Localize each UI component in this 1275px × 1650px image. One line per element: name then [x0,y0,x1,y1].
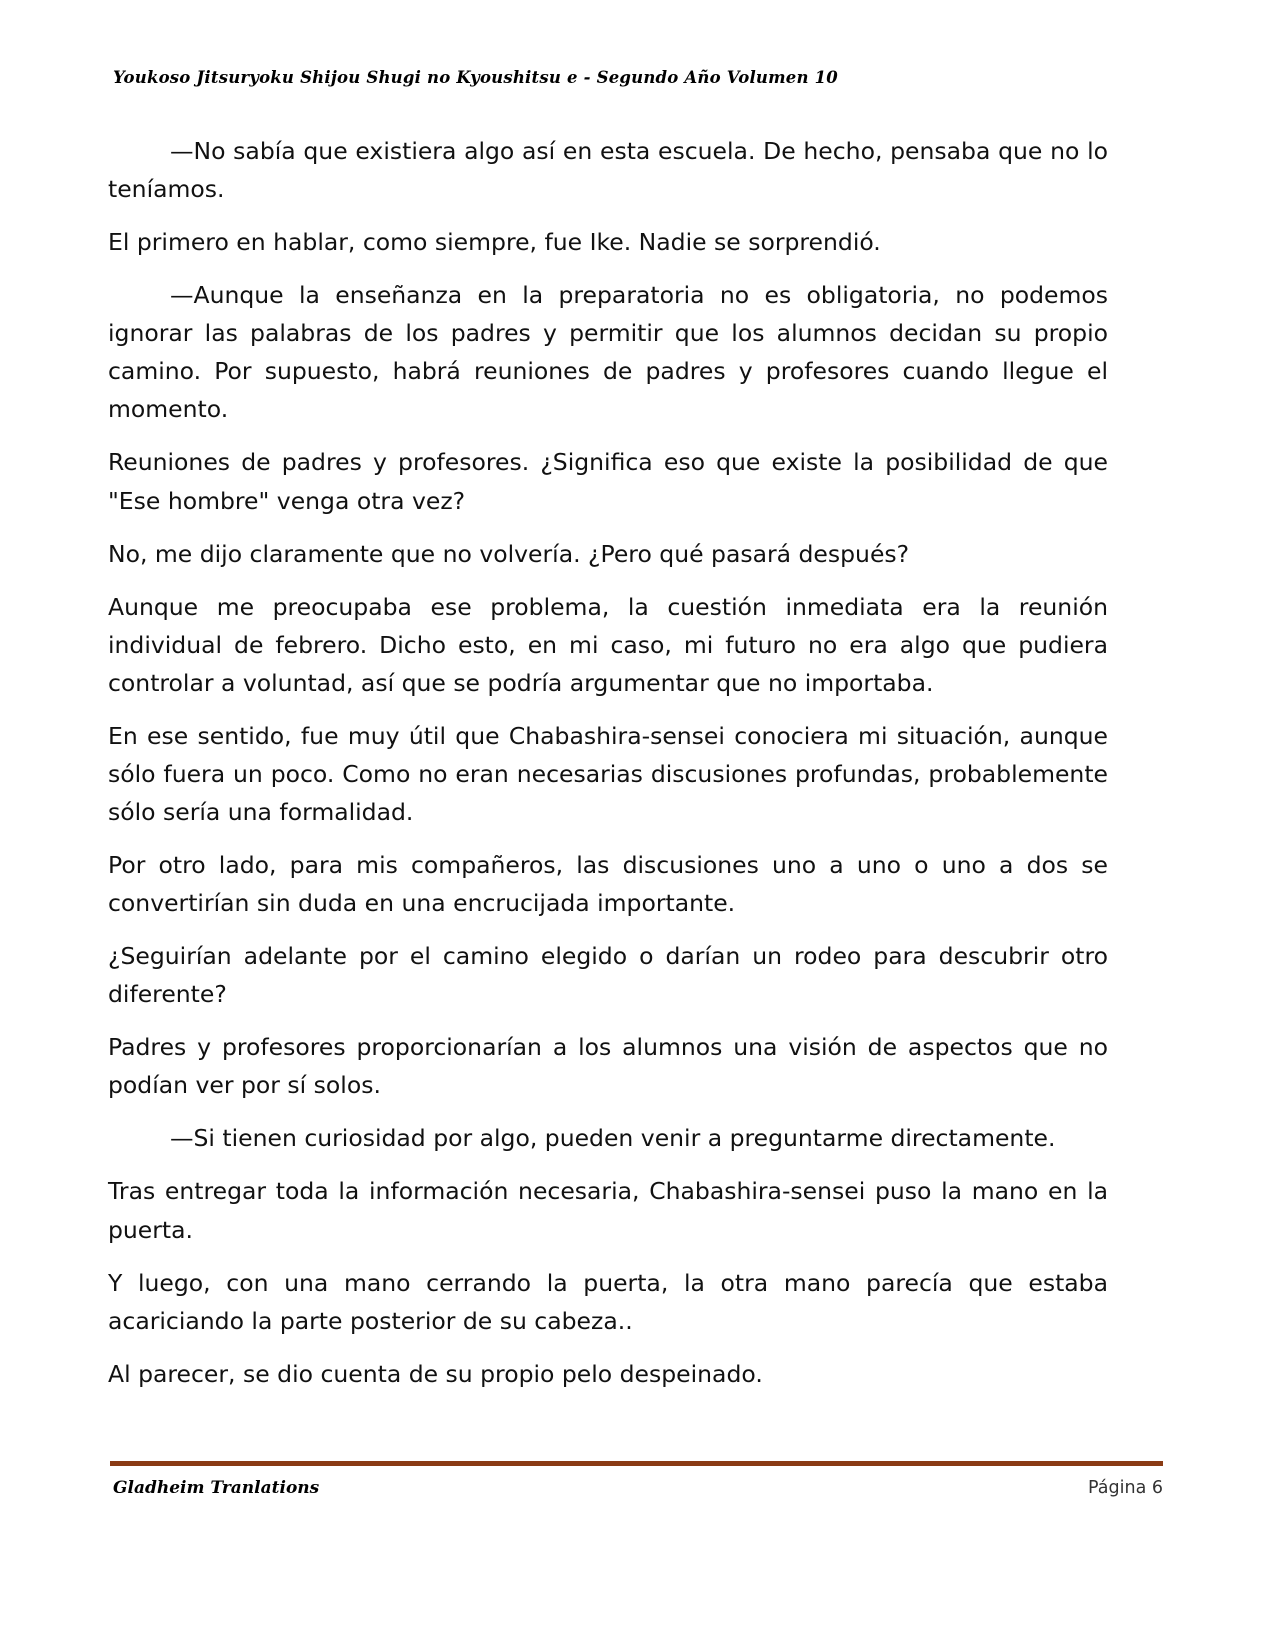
paragraph: Y luego, con una mano cerrando la puerta, la otra mano parecía que estaba acariciando la parte posterior de su cabeza.. [108,1268,1108,1335]
paragraph: Por otro lado, para mis compañeros, las discusiones uno a uno o uno a dos se convertirían sin duda en una encrucijada importante. [108,851,1108,918]
paragraph: No, me dijo claramente que no volvería. ¿Pero qué pasará después? [108,539,910,568]
footer-translator-credit: Gladheim Tranlations [113,1478,320,1498]
paragraph: —Si tienen curiosidad por algo, pueden venir a preguntarme directamente. [170,1124,1056,1153]
paragraph: El primero en hablar, como siempre, fue Ike. Nadie se sorprendió. [108,228,881,257]
document-body [108,132,1108,1408]
paragraph: En ese sentido, fue muy útil que Chabashira-sensei conociera mi situación, aunque sólo fuera un poco. Como no eran necesarias discusiones profundas, probablemente sólo sería una formalidad. [108,721,1108,826]
paragraph: ¿Seguirían adelante por el camino elegido o darían un rodeo para descubrir otro diferente? [108,942,1108,1009]
page-footer [113,1478,1163,1498]
footer-divider [110,1461,1163,1466]
paragraph: Padres y profesores proporcionarían a los alumnos una visión de aspectos que no podían ver por sí solos. [108,1033,1108,1100]
page-header-title: Youkoso Jitsuryoku Shijou Shugi no Kyoushitsu e - Segundo Año Volumen 10 [113,68,838,87]
footer-page-number: Página 6 [1088,1478,1163,1498]
paragraph: Aunque me preocupaba ese problema, la cuestión inmediata era la reunión individual de febrero. Dicho esto, en mi caso, mi futuro no era algo que pudiera controlar a voluntad, así que se podría argumentar que no importaba. [108,592,1108,697]
paragraph: Al parecer, se dio cuenta de su propio pelo despeinado. [108,1359,763,1388]
paragraph: Tras entregar toda la información necesaria, Chabashira-sensei puso la mano en la puerta. [108,1177,1108,1244]
paragraph: —Aunque la enseñanza en la preparatoria no es obligatoria, no podemos ignorar las palabras de los padres y permitir que los alumnos decidan su propio camino. Por supuesto, habrá reuniones de padres y profesores cuando llegue el momento. [108,281,1108,424]
paragraph: Reuniones de padres y profesores. ¿Significa eso que existe la posibilidad de que "Ese hombre" venga otra vez? [108,448,1108,515]
paragraph: —No sabía que existiera algo así en esta escuela. De hecho, pensaba que no lo teníamos. [108,137,1108,204]
